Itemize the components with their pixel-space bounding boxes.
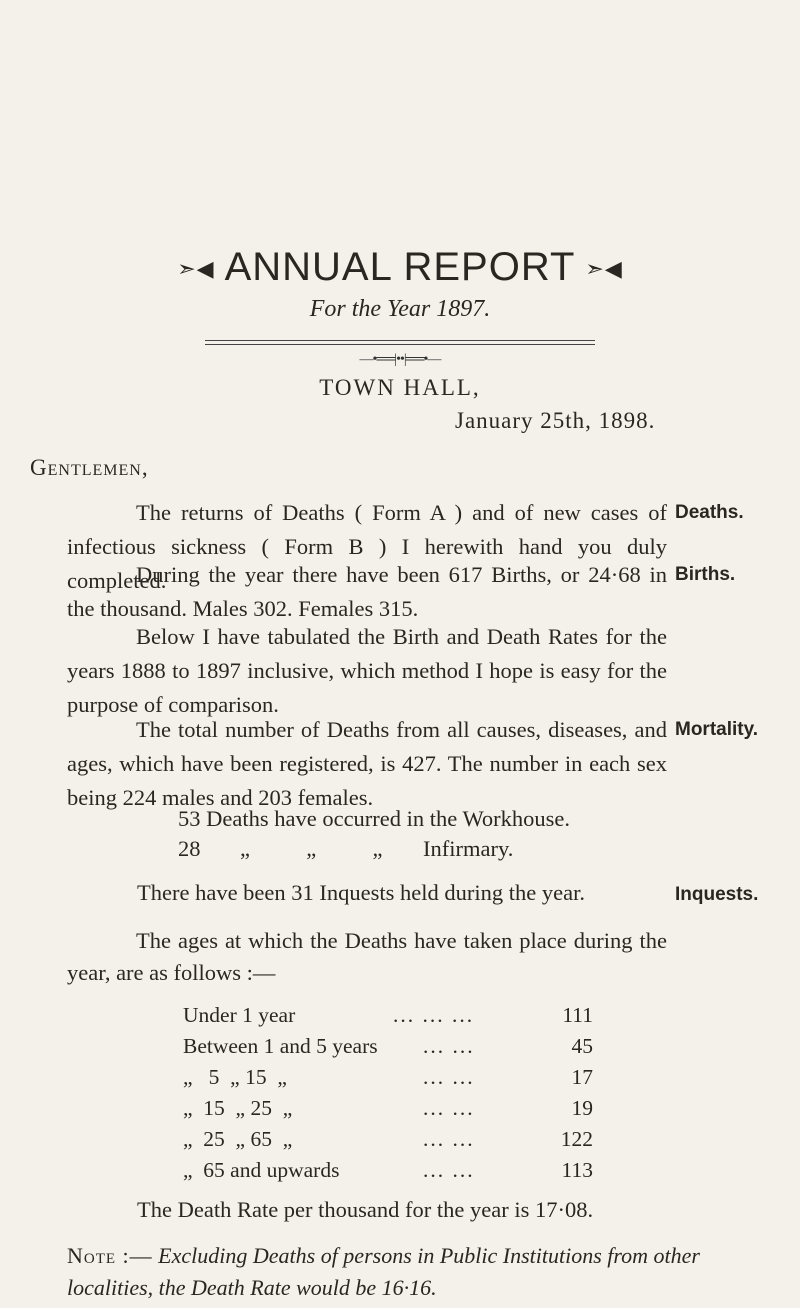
age-value: 122 xyxy=(560,1127,593,1151)
infirmary-number: 28 xyxy=(178,836,201,861)
paragraph-births: During the year there have been 617 Births, or 24·68 in the thousand. Males 302. Females 315. xyxy=(67,562,667,621)
margin-note-deaths: Deaths. xyxy=(675,502,744,523)
age-value: 45 xyxy=(571,1034,593,1058)
table-row xyxy=(183,1003,593,1033)
note-prefix: Note :— xyxy=(67,1243,153,1268)
age-label: „ 65 and upwards xyxy=(183,1158,340,1182)
leader-dots: ... ... xyxy=(423,1034,475,1058)
margin-note-births: Births. xyxy=(675,564,736,585)
table-row xyxy=(183,1034,593,1064)
table-row xyxy=(183,1065,593,1095)
footnote xyxy=(67,1240,727,1304)
salutation: Gentlemen, xyxy=(30,455,149,480)
workhouse-line: 53 Deaths have occurred in the Workhouse. xyxy=(178,806,571,831)
letter-date: January 25th, 1898. xyxy=(455,408,656,433)
top-rule xyxy=(205,340,595,341)
paragraph-mortality: The total number of Deaths from all causes, diseases, and ages, which have been registered, is 427. The number in each sex being 224 males and 203 females. xyxy=(67,717,667,810)
paragraph-ages-intro: The ages at which the Deaths have taken place during the year, are as follows :— xyxy=(67,928,667,985)
note-text: Excluding Deaths of persons in Public Institutions from other localities, the Death Rate would be 16·16. xyxy=(67,1243,700,1300)
age-value: 17 xyxy=(571,1065,593,1089)
leader-dots: ... ... xyxy=(423,1065,475,1089)
leader-dots: ... ... ... xyxy=(393,1003,475,1027)
age-label: „ 15 „ 25 „ xyxy=(183,1096,293,1120)
top-rule-double xyxy=(205,344,595,345)
age-value: 19 xyxy=(571,1096,593,1120)
title-text: ANNUAL REPORT xyxy=(224,245,576,289)
age-value: 111 xyxy=(562,1003,593,1027)
paragraph-deaths: The returns of Deaths ( Form A ) and of new cases of infectious sickness ( Form B ) I herewith hand you duly completed. xyxy=(67,500,667,593)
paragraph-tabulated: Below I have tabulated the Birth and Death Rates for the years 1888 to 1897 inclusive, which method I hope is easy for the purpose of comparison. xyxy=(67,624,667,717)
margin-note-mortality: Mortality. xyxy=(675,719,759,740)
table-row xyxy=(183,1158,593,1188)
age-label: „ 5 „ 15 „ xyxy=(183,1065,287,1089)
divider-ornament-icon: —•══|••|══•— xyxy=(359,352,441,367)
paragraph-inquests: There have been 31 Inquests held during the year. xyxy=(137,880,585,905)
report-title xyxy=(0,245,800,290)
age-value: 113 xyxy=(561,1158,593,1182)
infirmary-label: Infirmary. xyxy=(423,836,514,861)
leader-dots: ... ... xyxy=(423,1096,475,1120)
table-row xyxy=(183,1127,593,1157)
ornament-left-icon: ➣◀ xyxy=(177,256,215,282)
leader-dots: ... ... xyxy=(423,1127,475,1151)
age-label: „ 25 „ 65 „ xyxy=(183,1127,293,1151)
infirmary-ditto-marks: „ „ „ xyxy=(240,836,383,861)
ornament-right-icon: ➣◀ xyxy=(585,256,623,282)
town-hall-heading: TOWN HALL, xyxy=(319,375,481,400)
report-subtitle: For the Year 1897. xyxy=(309,296,491,322)
leader-dots: ... ... xyxy=(423,1158,475,1182)
age-label: Under 1 year xyxy=(183,1003,296,1027)
age-label: Between 1 and 5 years xyxy=(183,1034,378,1058)
margin-note-inquests: Inquests. xyxy=(675,884,759,905)
death-rate-line: The Death Rate per thousand for the year is 17·08. xyxy=(137,1197,594,1222)
table-row xyxy=(183,1096,593,1126)
